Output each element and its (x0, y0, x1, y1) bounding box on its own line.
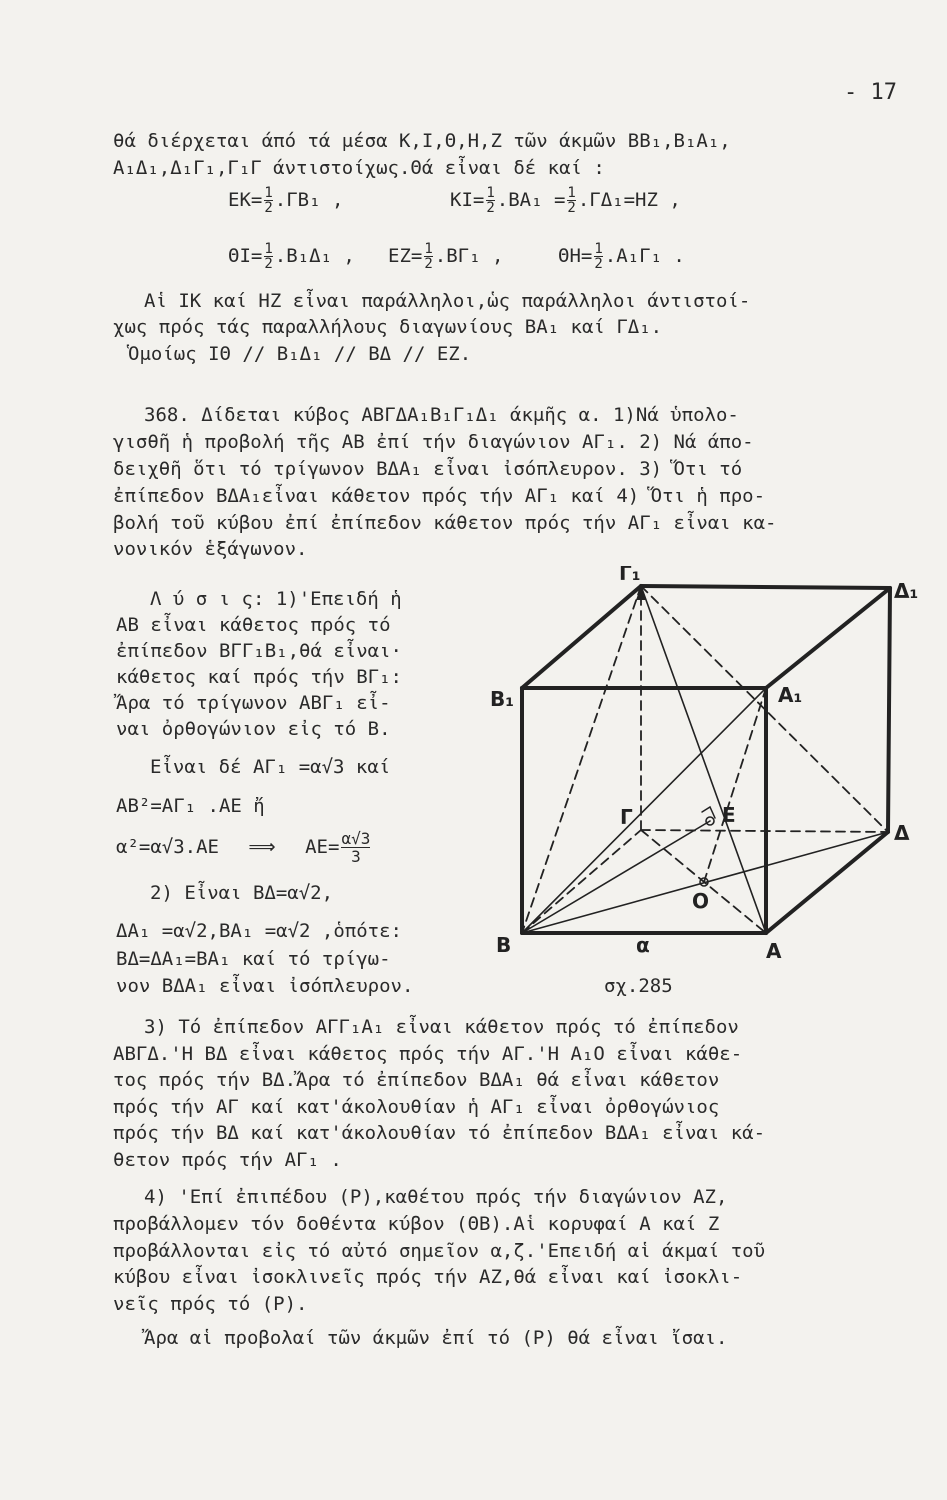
label-b: Β (496, 933, 512, 957)
problem-line-5: βολή τοῦ κύβου ἐπί ἐπίπεδον κάθετον πρός τήν ΑΓ₁ εἶναι κα- (113, 512, 777, 534)
solution-line-3: ἐπίπεδον ΒΓΓ₁Β₁,θά εἶναι· (116, 640, 402, 662)
label-a: Α (766, 939, 782, 963)
edge-d1-d (888, 588, 890, 832)
page-number: - 17 (844, 80, 897, 105)
formula-ez (388, 242, 503, 271)
calc-line-3 (116, 830, 372, 865)
formula-text: ΕΖ= (388, 245, 423, 267)
implies-arrow: ⟹ (248, 836, 276, 858)
formula-ki (450, 186, 681, 215)
problem-line-4: ἐπίπεδον ΒΔΑ₁εἶναι κάθετον πρός τήν ΑΓ₁ καί 4) Ὅτι ἡ προ- (113, 485, 766, 507)
label-a1: Α₁ (778, 683, 803, 707)
calc-line-4: 2) Εἶναι ΒΔ=α√2, (150, 882, 334, 904)
edge-a-d (766, 832, 888, 933)
label-e: Ε (722, 803, 736, 827)
fraction-half: $\frac{1}{2}$ (424, 241, 433, 272)
right-angle-mark (702, 807, 715, 818)
formula-text: .ΓΒ₁ , (274, 189, 344, 211)
parallel-line-3: Ὁμοίως ΙΘ // Β₁Δ₁ // ΒΔ // ΕΖ. (128, 343, 472, 365)
parallel-line-2: χως πρός τάς παραλλήλους διαγωνίους ΒΑ₁ καί ΓΔ₁. (113, 316, 663, 338)
intro-line-2: Α₁Δ₁,Δ₁Γ₁,Γ₁Γ άντιστοίχως.Θά εἶναι δέ καί : (113, 157, 605, 179)
part3-line-5: πρός τήν ΒΔ καί κατ'άκολουθίαν τό ἐπίπεδον ΒΔΑ₁ εἶναι κά- (113, 1122, 766, 1144)
solution-line-1: Λ ύ σ ι ς: 1)'Επειδή ἡ (150, 588, 402, 610)
part4-line-1: 4) 'Επί ἐπιπέδου (Ρ),καθέτου πρός τήν διαγώνιον ΑΖ, (144, 1186, 728, 1208)
formula-text: .ΒΑ₁ = (496, 189, 566, 211)
formula-thi (228, 242, 355, 271)
problem-line-6: νονικόν ἑξάγωνον. (113, 538, 308, 560)
solution-line-6: ναι ὀρθογώνιον εἰς τό Β. (116, 718, 391, 740)
solution-line-2: ΑΒ εἶναι κάθετος πρός τό (116, 614, 391, 636)
calc-text: α²=α√3.ΑΕ (116, 836, 219, 858)
part3-line-1: 3) Τό ἐπίπεδον ΑΓΓ₁Α₁ εἶναι κάθετον πρός τό ἐπίπεδον (144, 1016, 739, 1038)
fraction-ae: $\frac{\alpha√3}{3}$ (341, 829, 371, 866)
part4-line-4: κύβου εἶναι ἰσοκλινεῖς πρός τήν ΑΖ,θά εἶναι καί ἰσοκλι- (113, 1266, 743, 1288)
final-line: Ἄρα αἱ προβολαί τῶν άκμῶν ἐπί τό (Ρ) θά εἶναι ἴσαι. (144, 1327, 728, 1349)
formula-text: .Α₁Γ₁ . (604, 245, 685, 267)
formula-text: .ΓΔ₁=ΗΖ , (577, 189, 681, 211)
fraction-half: $\frac{1}{2}$ (264, 185, 273, 216)
calc-line-1: Εἶναι δέ ΑΓ₁ =α√3 καί (150, 756, 391, 778)
calc-line-2: ΑΒ²=ΑΓ₁ .ΑΕ ἤ (116, 795, 265, 817)
part4-line-5: νεῖς πρός τό (Ρ). (113, 1293, 308, 1315)
calc-text: ΑΕ= (305, 836, 340, 858)
parallel-line-1: Αἱ ΙΚ καί ΗΖ εἶναι παράλληλοι,ὡς παράλληλοι άντιστοί- (144, 290, 751, 312)
solution-line-5: Ἄρα τό τρίγωνον ΑΒΓ₁ εἶ- (116, 692, 391, 714)
formula-thh (558, 242, 685, 271)
fraction-half: $\frac{1}{2}$ (594, 241, 603, 272)
label-g: Γ (620, 805, 633, 829)
calc-line-6: ΒΔ=ΔΑ₁=ΒΑ₁ καί τό τρίγω- (116, 948, 391, 970)
label-d: Δ (894, 821, 910, 845)
fraction-half: $\frac{1}{2}$ (567, 185, 576, 216)
calc-line-7: νον ΒΔΑ₁ εἶναι ἰσόπλευρον. (116, 975, 414, 997)
formula-text: ΚΙ= (450, 189, 485, 211)
hidden-edge-g-d (641, 830, 888, 832)
label-o: Ο (692, 889, 710, 913)
label-a-small: α (636, 933, 650, 957)
line-b-d (522, 832, 888, 933)
part3-line-4: πρός τήν ΑΓ καί κατ'άκολουθίαν ἡ ΑΓ₁ εἶναι ὀρθογώνιος (113, 1096, 720, 1118)
fraction-half: $\frac{1}{2}$ (264, 241, 273, 272)
solution-line-4: κάθετος καί πρός τήν ΒΓ₁: (116, 666, 402, 688)
part4-line-2: προβάλλομεν τόν δοθέντα κύβον (ΘΒ).Αἱ κορυφαί Α καί Ζ (113, 1213, 720, 1235)
figure-caption: σχ.285 (604, 975, 673, 997)
formula-text: .ΒΓ₁ , (434, 245, 504, 267)
calc-line-5: ΔΑ₁ =α√2,ΒΑ₁ =α√2 ,ὁπότε: (116, 920, 402, 942)
formula-text: ΘΗ= (558, 245, 593, 267)
fraction-half: $\frac{1}{2}$ (486, 185, 495, 216)
part4-line-3: προβάλλονται εἰς τό αὐτό σημεῖον α,ζ.'Επειδή αἱ άκμαί τοῦ (113, 1240, 766, 1262)
part3-line-2: ΑΒΓΔ.'Η ΒΔ εἶναι κάθετος πρός τήν ΑΓ.'Η Α₁Ο εἶναι κάθε- (113, 1043, 743, 1065)
intro-line-1: θά διέρχεται άπό τά μέσα Κ,Ι,Θ,Η,Ζ τῶν άκμῶν ΒΒ₁,Β₁Α₁, (113, 130, 731, 152)
formula-ek (228, 186, 343, 215)
part3-line-3: τος πρός τήν ΒΔ.Ἄρα τό ἐπίπεδον ΒΔΑ₁ θά εἶναι κάθετον (113, 1069, 720, 1091)
edge-a1-d1 (766, 588, 890, 688)
cube-figure (488, 566, 928, 966)
hidden-edge-b-g (522, 830, 641, 933)
formula-text: .Β₁Δ₁ , (274, 245, 355, 267)
problem-line-3: δειχθῆ ὅτι τό τρίγωνον ΒΔΑ₁ εἶναι ἰσόπλευρον. 3) Ὅτι τό (113, 458, 743, 480)
edge-g1-d1 (641, 586, 890, 588)
formula-text: ΘΙ= (228, 245, 263, 267)
problem-line-1: 368. Δίδεται κύβος ΑΒΓΔΑ₁Β₁Γ₁Δ₁ άκμῆς α. 1)Νά ὑπολο- (144, 404, 739, 426)
part3-line-6: θετον πρός τήν ΑΓ₁ . (113, 1149, 342, 1171)
label-d1: Δ₁ (894, 579, 919, 603)
problem-line-2: γισθῆ ἡ προβολή τῆς ΑΒ ἐπί τήν διαγώνιον ΑΓ₁. 2) Νά άπο- (113, 431, 754, 453)
label-g1: Γ₁ (619, 566, 641, 585)
label-b1: Β₁ (490, 687, 515, 711)
formula-text: ΕΚ= (228, 189, 263, 211)
